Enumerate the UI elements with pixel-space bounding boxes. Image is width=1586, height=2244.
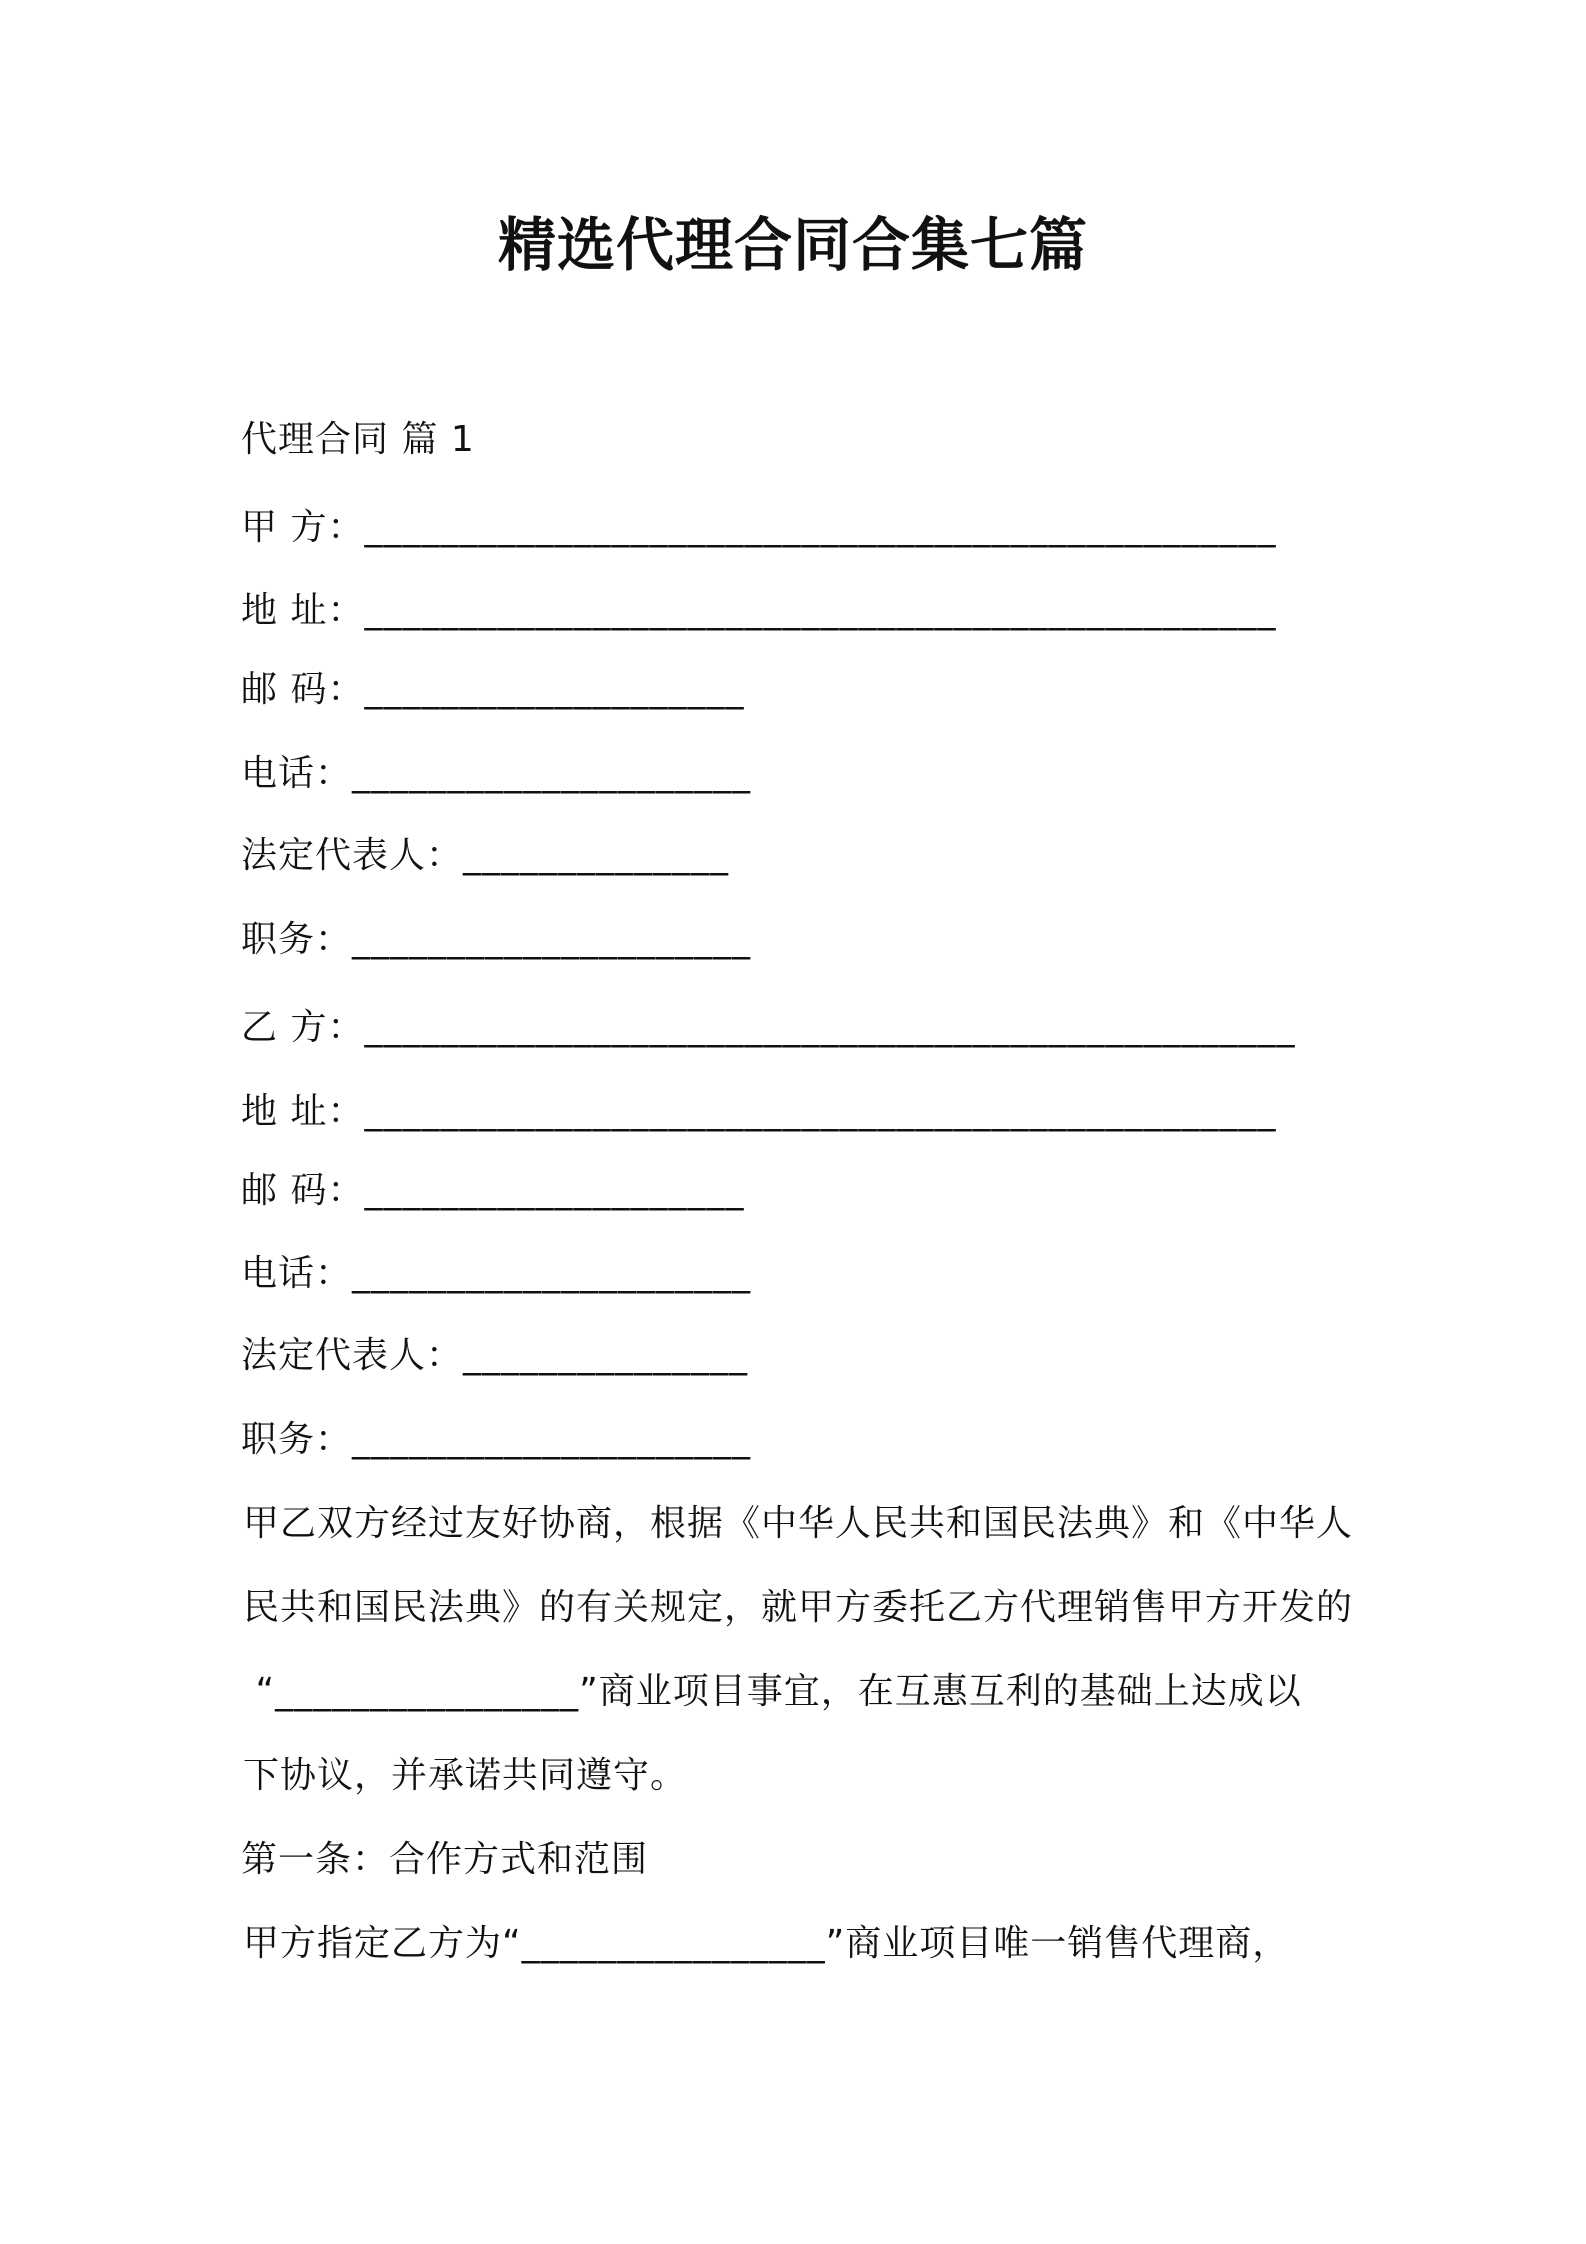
party-b-legal-rep-line: 法定代表人：_______________ — [241, 1335, 749, 1376]
body-paragraph-line: 下协议，并承诺共同遵守。 — [243, 1755, 688, 1796]
party-b-postcode-line: 邮 码：____________________ — [241, 1170, 745, 1211]
document-title: 精选代理合同合集七篇 — [497, 211, 1088, 279]
party-b-address-line: 地 址：________________________________________________ — [241, 1091, 1277, 1132]
body-paragraph-line: 民共和国民法典》的有关规定，就甲方委托乙方代理销售甲方开发的 — [243, 1587, 1354, 1628]
party-b-position-line: 职务：_____________________ — [241, 1419, 752, 1460]
party-a-legal-rep-line: 法定代表人：______________ — [241, 835, 730, 876]
body-paragraph-line: 甲乙双方经过友好协商，根据《中华人民共和国民法典》和《中华人 — [243, 1503, 1354, 1544]
party-a-name-line: 甲 方：________________________________________________ — [241, 507, 1277, 548]
party-a-address-line: 地 址：________________________________________________ — [241, 590, 1277, 631]
body-paragraph-line: “________________”商业项目事宜，在互惠互利的基础上达成以 — [243, 1671, 1302, 1712]
party-a-phone-line: 电话：_____________________ — [241, 753, 752, 794]
party-b-phone-line: 电话：_____________________ — [241, 1253, 752, 1294]
party-b-name-line: 乙 方：_________________________________________________ — [241, 1007, 1296, 1048]
party-a-postcode-line: 邮 码：____________________ — [241, 669, 745, 710]
section-heading: 代理合同 篇 1 — [241, 419, 475, 460]
article-one-heading: 第一条：合作方式和范围 — [241, 1839, 649, 1880]
party-a-position-line: 职务：_____________________ — [241, 919, 752, 960]
article-one-text: 甲方指定乙方为“________________”商业项目唯一销售代理商， — [243, 1923, 1290, 1964]
